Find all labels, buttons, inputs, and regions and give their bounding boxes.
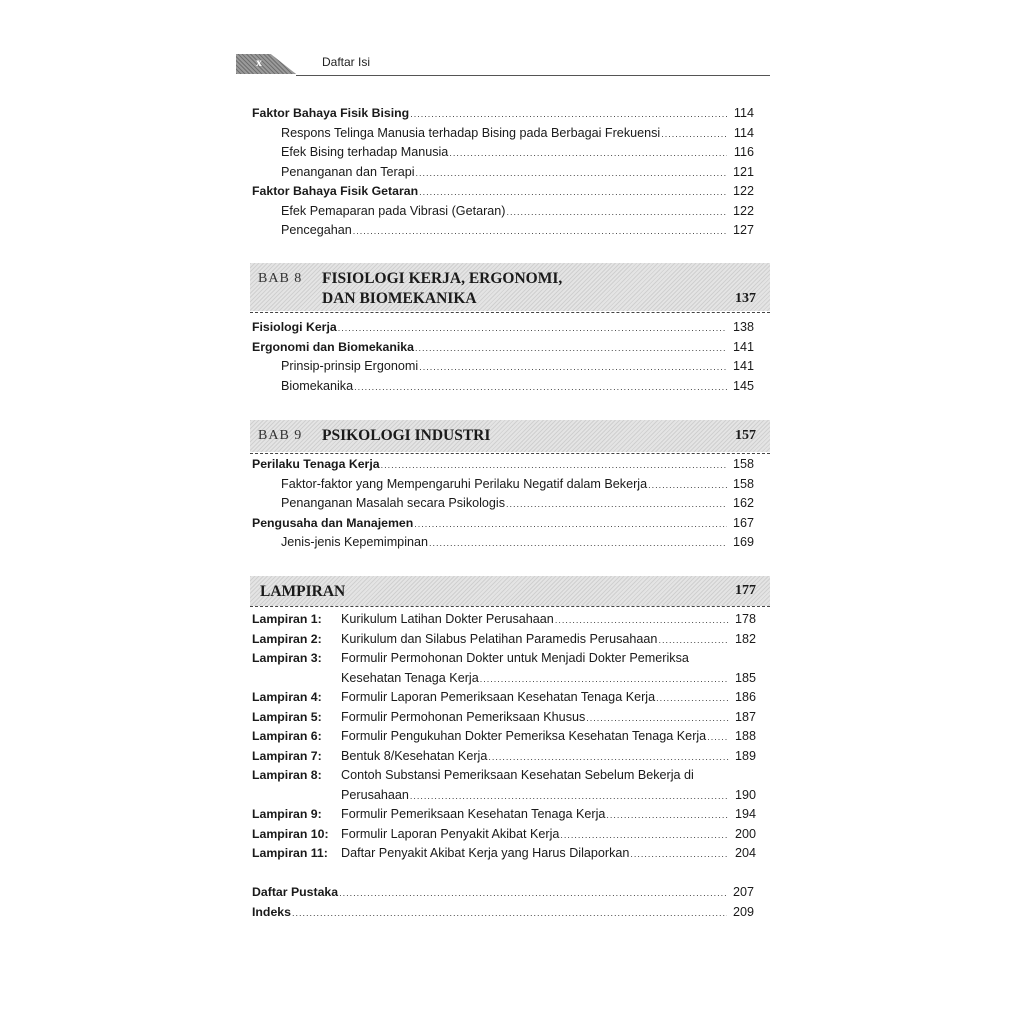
appendix-page: 187 [734, 709, 756, 724]
toc-entry[interactable] [252, 143, 754, 163]
toc-entry-page: 141 [732, 339, 754, 354]
appendix-entry[interactable] [252, 825, 756, 845]
appendix-title: Kurikulum dan Silabus Pelatihan Paramedis Perusahaan [341, 631, 658, 646]
toc-entry-page: 121 [732, 164, 754, 179]
toc-entry[interactable] [252, 221, 754, 241]
toc-entry-page: 127 [732, 223, 754, 237]
appendix-body [341, 727, 756, 748]
appendix-page: 190 [734, 787, 756, 802]
toc-entry-title: Efek Bising terhadap Manusia [281, 145, 449, 159]
appendix-title: Formulir Laporan Penyakit Akibat Kerja [341, 826, 560, 841]
appendix-body [341, 766, 756, 786]
appendix-entry-continuation[interactable] [252, 669, 756, 689]
dot-leader [419, 183, 727, 203]
dot-leader [419, 358, 727, 378]
toc-entry-page: 114 [733, 125, 754, 140]
toc-entry-title: Prinsip-prinsip Ergonomi [281, 359, 419, 373]
dot-leader [339, 884, 727, 904]
chapter-divider [250, 312, 770, 313]
appendix-body [341, 669, 756, 690]
appendix-page: 188 [734, 729, 756, 743]
toc-entry-page: 122 [732, 203, 754, 218]
appendix-body [341, 610, 756, 631]
appendix-body [341, 844, 756, 865]
appendix-page: 194 [734, 807, 756, 821]
appendix-title: Formulir Permohonan Pemeriksaan Khusus [341, 709, 586, 724]
page-number: x [256, 55, 262, 69]
toc-entry-page: 114 [733, 106, 754, 120]
appendix-entry[interactable] [252, 727, 756, 747]
toc-section-bab7-end [252, 104, 754, 241]
header-rule [296, 75, 770, 76]
toc-entry-page: 158 [732, 476, 754, 491]
toc-entry[interactable] [252, 124, 754, 144]
appendix-title: LAMPIRAN [260, 583, 346, 600]
appendix-label: Lampiran 2: [252, 631, 322, 646]
toc-entry-page: 116 [733, 145, 754, 159]
toc-entry[interactable] [252, 455, 754, 475]
dot-leader [416, 164, 727, 184]
appendix-body [341, 747, 756, 768]
toc-entry-title: Indeks [252, 904, 291, 919]
dot-leader [630, 845, 729, 865]
toc-entry-page: 167 [732, 515, 754, 530]
toc-entry[interactable] [252, 533, 754, 553]
running-header [236, 54, 770, 76]
toc-entry-title: Faktor Bahaya Fisik Bising [252, 106, 410, 120]
chapter-divider [250, 453, 770, 454]
toc-entry-page: 162 [732, 496, 754, 510]
chapter-label: BAB 8 [258, 271, 303, 286]
dot-leader [648, 476, 727, 496]
appendix-label: Lampiran 8: [252, 768, 322, 782]
appendix-page: 182 [734, 631, 756, 646]
dot-leader [506, 203, 727, 223]
toc-entry-page: 122 [732, 184, 754, 198]
appendix-entry[interactable] [252, 649, 756, 669]
dot-leader [414, 515, 727, 535]
appendix-label: Lampiran 11: [252, 846, 328, 860]
appendix-entry[interactable] [252, 844, 756, 864]
dot-leader [480, 670, 729, 690]
toc-entry[interactable] [252, 163, 754, 183]
appendix-label: Lampiran 9: [252, 807, 322, 821]
dot-leader [560, 826, 729, 846]
toc-entry-page: 207 [732, 885, 754, 899]
appendix-label: Lampiran 10: [252, 826, 329, 841]
toc-entry-title: Perilaku Tenaga Kerja [252, 457, 380, 471]
toc-entry-title: Respons Telinga Manusia terhadap Bising pada Berbagai Frekuensi [281, 125, 661, 140]
dot-leader [449, 144, 727, 164]
appendix-entry-continuation[interactable] [252, 786, 756, 806]
appendix-page: 185 [734, 670, 756, 685]
appendix-page: 189 [734, 748, 756, 763]
appendix-title: Contoh Substansi Pemeriksaan Kesehatan Sebelum Bekerja di [341, 768, 694, 782]
toc-section-bab9 [252, 455, 754, 553]
toc-entry[interactable] [252, 514, 754, 534]
dot-leader [429, 534, 727, 554]
appendix-body [341, 708, 756, 729]
toc-entry[interactable] [252, 338, 754, 358]
chapter-divider [250, 606, 770, 607]
toc-entry[interactable] [252, 357, 754, 377]
appendix-title: Formulir Pemeriksaan Kesehatan Tenaga Kerja [341, 807, 606, 821]
appendix-body [341, 688, 756, 709]
appendix-heading[interactable] [250, 576, 770, 606]
chapter-page: 137 [735, 291, 756, 306]
appendix-body [341, 630, 756, 651]
chapter-label: BAB 9 [258, 428, 303, 443]
appendix-title: Bentuk 8/Kesehatan Kerja [341, 748, 488, 763]
toc-entry[interactable] [252, 475, 754, 495]
appendix-label: Lampiran 4: [252, 690, 322, 704]
appendix-label: Lampiran 7: [252, 748, 322, 763]
toc-entry-title: Efek Pemaparan pada Vibrasi (Getaran) [281, 203, 506, 218]
appendix-entry[interactable] [252, 805, 756, 825]
toc-entry-title: Faktor Bahaya Fisik Getaran [252, 184, 419, 198]
appendix-title: Kesehatan Tenaga Kerja [341, 670, 479, 685]
appendix-title: Daftar Penyakit Akibat Kerja yang Harus Dilaporkan [341, 846, 630, 860]
dot-leader [415, 339, 727, 359]
dot-leader [353, 222, 727, 242]
appendix-title: Perusahaan [341, 787, 409, 802]
toc-entry-page: 145 [732, 378, 754, 393]
toc-entry-title: Pengusaha dan Manajemen [252, 515, 414, 530]
appendix-entry[interactable] [252, 747, 756, 767]
dot-leader [338, 319, 727, 339]
toc-section-bab8 [252, 318, 754, 396]
dot-leader [586, 709, 729, 729]
appendix-label: Lampiran 6: [252, 729, 322, 743]
toc-entry[interactable] [252, 318, 754, 338]
toc-section-backmatter [252, 883, 754, 922]
appendix-entry[interactable] [252, 630, 756, 650]
dot-leader [606, 806, 729, 826]
appendix-page: 178 [734, 612, 756, 626]
chapter-title-line2: DAN BIOMEKANIKA [322, 290, 477, 307]
toc-entry-page: 209 [732, 904, 754, 919]
dot-leader [506, 495, 727, 515]
chapter-page: 157 [735, 428, 756, 443]
header-title: Daftar Isi [322, 55, 371, 69]
toc-entry-title: Daftar Pustaka [252, 885, 339, 899]
appendix-entry[interactable] [252, 708, 756, 728]
dot-leader [661, 125, 727, 145]
toc-entry-title: Penanganan dan Terapi [281, 164, 415, 179]
toc-entry-title: Penanganan Masalah secara Psikologis [281, 496, 506, 510]
appendix-page: 186 [734, 690, 756, 704]
appendix-body [341, 825, 756, 846]
toc-entry-title: Fisiologi Kerja [252, 320, 337, 334]
dot-leader [410, 787, 729, 807]
toc-entry-title: Faktor-faktor yang Mempengaruhi Perilaku Negatif dalam Bekerja [281, 476, 648, 491]
toc-entry[interactable] [252, 202, 754, 222]
appendix-page: 204 [734, 846, 756, 860]
toc-entry-title: Biomekanika [281, 378, 354, 393]
appendix-label: Lampiran 1: [252, 612, 322, 626]
appendix-label: Lampiran 3: [252, 651, 322, 665]
appendix-entry[interactable] [252, 610, 756, 630]
toc-entry-page: 169 [732, 535, 754, 549]
appendix-body [341, 786, 756, 807]
appendix-label: Lampiran 5: [252, 709, 322, 724]
appendix-entry[interactable] [252, 688, 756, 708]
appendix-body [341, 649, 756, 669]
toc-entry[interactable] [252, 883, 754, 903]
appendix-title: Formulir Permohonan Dokter untuk Menjadi Dokter Pemeriksa [341, 651, 689, 665]
toc-entry[interactable] [252, 377, 754, 397]
toc-entry-page: 141 [732, 359, 754, 373]
dot-leader [555, 611, 729, 631]
appendix-title: Kurikulum Latihan Dokter Perusahaan [341, 612, 554, 626]
toc-entry-title: Ergonomi dan Biomekanika [252, 339, 414, 354]
dot-leader [707, 728, 729, 748]
toc-entry[interactable] [252, 903, 754, 923]
toc-entry-page: 158 [732, 457, 754, 471]
appendix-entry[interactable] [252, 766, 756, 786]
chapter-title-line1: FISIOLOGI KERJA, ERGONOMI, [322, 270, 563, 287]
dot-leader [656, 689, 729, 709]
dot-leader [292, 904, 727, 924]
toc-entry-page: 138 [732, 320, 754, 334]
toc-entry[interactable] [252, 494, 754, 514]
appendix-title: Formulir Pengukuhan Dokter Pemeriksa Kesehatan Tenaga Kerja [341, 729, 707, 743]
dot-leader [488, 748, 729, 768]
chapter-title: PSIKOLOGI INDUSTRI [322, 427, 491, 444]
toc-entry-title: Pencegahan [281, 223, 352, 237]
dot-leader [410, 105, 727, 125]
chapter-heading-bab9[interactable] [250, 420, 770, 452]
appendix-body [341, 805, 756, 826]
toc-entry-title: Jenis-jenis Kepemimpinan [281, 535, 428, 549]
appendix-title: Formulir Laporan Pemeriksaan Kesehatan Tenaga Kerja [341, 690, 656, 704]
dot-leader [658, 631, 729, 651]
toc-entry[interactable] [252, 182, 754, 202]
toc-entry[interactable] [252, 104, 754, 124]
chapter-heading-bab8[interactable] [250, 263, 770, 311]
dot-leader [381, 456, 727, 476]
dot-leader [354, 378, 727, 398]
appendix-page: 177 [735, 583, 756, 598]
appendix-list [252, 610, 756, 864]
appendix-page: 200 [734, 826, 756, 841]
